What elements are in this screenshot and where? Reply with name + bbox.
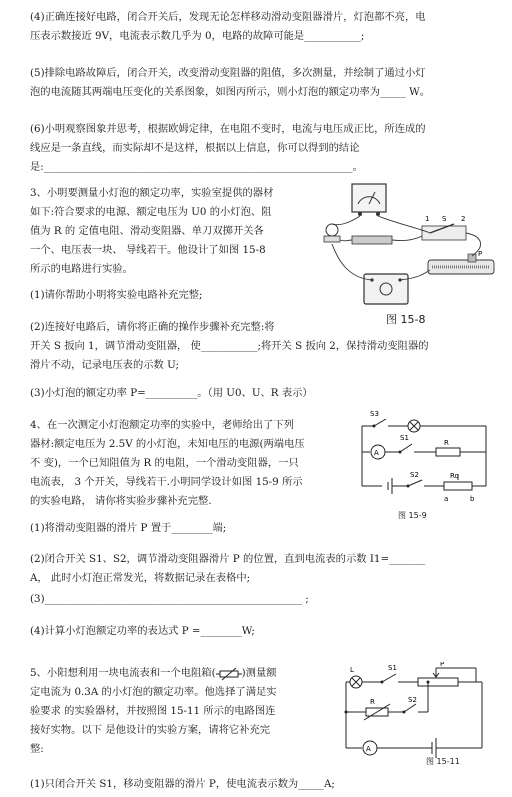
- label-s2: S2: [410, 471, 419, 479]
- text-line: (4)正确连接好电路，闭合开关后，发现无论怎样移动滑动变阻器滑片，灯泡都不亮，电: [30, 11, 426, 23]
- text-line: 值为 R 的 定值电阻、滑动变阻器、单刀双掷开关各: [30, 225, 264, 237]
- text-line: (5)排除电路故障后，闭合开关，改变滑动变阻器的阻值，多次测量，并绘制了通过小灯: [30, 67, 426, 79]
- switch-label-2: 2: [461, 215, 466, 223]
- label-ammeter: A: [374, 449, 379, 457]
- text-line: 所示的电路进行实验。: [30, 263, 133, 275]
- figure-15-9: [352, 406, 492, 526]
- text-line: 是:____________________________________________________________。: [30, 161, 363, 173]
- text-line: 线应是一条直线，而实际却不是这样，根据以上信息，你可以得到的结论: [30, 142, 360, 154]
- label-s1: S1: [400, 434, 409, 442]
- circuit-photo-15-8: [318, 180, 498, 330]
- label-l: L: [350, 666, 354, 674]
- label-s3: S3: [370, 410, 379, 418]
- label-ro: Ro: [450, 472, 459, 480]
- text-line: (2)闭合开关 S1、S2，调节滑动变阻器滑片 P 的位置，直到电流表的示数 I1=_______: [30, 553, 426, 565]
- text-line: 定电流为 0.3A 的小灯泡的额定功率。他选择了满足实: [30, 686, 277, 698]
- text-line: 电流表， 3 个开关，导线若干.小明同学设计如图 15-9 所示: [30, 476, 303, 488]
- q3-intro: [30, 184, 273, 279]
- label-ammeter: A: [366, 745, 371, 753]
- text-line: 器材:额定电压为 2.5V 的小灯泡，未知电压的电源(两端电压: [30, 438, 305, 450]
- text-line: 压表示数接近 9V，电流表示数几乎为 0，电路的故障可能是___________;: [30, 30, 365, 42]
- q3-part2: [30, 318, 429, 375]
- figure-caption: 图 15-11: [426, 757, 460, 766]
- text-line: 3、小明要测量小灯泡的额定功率，实验室提供的器材: [30, 187, 274, 199]
- figure-15-11: [336, 662, 492, 772]
- q5-part1: (1)只闭合开关 S1，移动变阻器的滑片 P，使电流表示数为_____A;: [30, 778, 335, 790]
- figure-15-8: [318, 180, 498, 330]
- label-r: R: [444, 439, 449, 447]
- label-r: R: [370, 698, 375, 706]
- label-s2: S2: [408, 696, 417, 704]
- q2-part4: [30, 8, 426, 46]
- q2-part6: [30, 120, 426, 177]
- q3-part3: (3)小灯泡的额定功率 P=__________。（用 U0、U、R 表示）: [30, 387, 313, 399]
- text-line: 滑片不动，记录电压表的示数 U;: [30, 359, 179, 371]
- text-line: (6)小明观察图象并思考，根据欧姆定律，在电阻不变时，电流与电压成正比，所连成的: [30, 123, 426, 135]
- q4-intro: [30, 416, 305, 511]
- text-line: [30, 664, 277, 683]
- text-segment: )测量额: [241, 667, 277, 679]
- switch-label-1: 1: [425, 215, 430, 223]
- text-line: 验要求 的实验器材，并按照图 15-11 所示的电路图连: [30, 705, 276, 717]
- switch-label-s: S: [442, 215, 447, 223]
- q4-part4: (4)计算小灯泡额定功率的表达式 P =________W;: [30, 625, 255, 637]
- text-segment: 5、小阳想利用一块电流表和一个电阻箱(: [30, 667, 216, 679]
- figure-caption: 图 15-8: [386, 313, 426, 326]
- label-a-end: a: [444, 495, 449, 503]
- circuit-diagram-15-11: [336, 662, 492, 758]
- q2-part5: [30, 64, 430, 102]
- text-line: 的实验电路， 请你将实验步骤补充完整.: [30, 495, 212, 507]
- q3-part1: (1)请你帮助小明将实验电路补充完整;: [30, 289, 203, 301]
- q4-part1: (1)将滑动变阻器的滑片 P 置于________端;: [30, 522, 227, 534]
- figure-caption: 图 15-9: [398, 511, 427, 520]
- text-line: A， 此时小灯泡正常发光，将数据记录在表格中;: [30, 572, 251, 584]
- label-b-end: b: [470, 495, 475, 503]
- text-line: 整:: [30, 743, 44, 755]
- text-line: 一个、电压表一块、 导线若干。他设计了如图 15-8: [30, 244, 266, 256]
- text-line: 开关 S 扳向 1，调节滑动变阻器， 使___________;将开关 S 扳向 2，保持滑动变阻器的: [30, 340, 429, 352]
- label-s1: S1: [388, 664, 397, 672]
- text-line: 4、在一次测定小灯泡额定功率的实验中，老师给出了下列: [30, 419, 294, 431]
- text-line: 不 变)，一个已知阻值为 R 的电阻，一个滑动变阻器，一只: [30, 457, 299, 469]
- resistance-box-icon: [216, 667, 242, 681]
- q4-part3: (3)__________________________________________________ ;: [30, 593, 309, 605]
- text-line: 如下:符合要求的电源、额定电压为 U0 的小灯泡、阻: [30, 206, 272, 218]
- text-line: 泡的电流随其两端电压变化的关系图象，如图丙所示，则小灯泡的额定功率为_____ W。: [30, 86, 430, 98]
- q4-part2: [30, 550, 425, 588]
- circuit-diagram-15-9: [352, 406, 492, 516]
- q5-intro: [30, 664, 277, 759]
- label-p: P: [440, 662, 445, 668]
- text-line: (2)连接好电路后，请你将正确的操作步骤补充完整:将: [30, 321, 275, 333]
- slider-label-p: P: [478, 250, 483, 258]
- text-line: 接好实物。以下 是他设计的实验方案，请将它补充完: [30, 724, 271, 736]
